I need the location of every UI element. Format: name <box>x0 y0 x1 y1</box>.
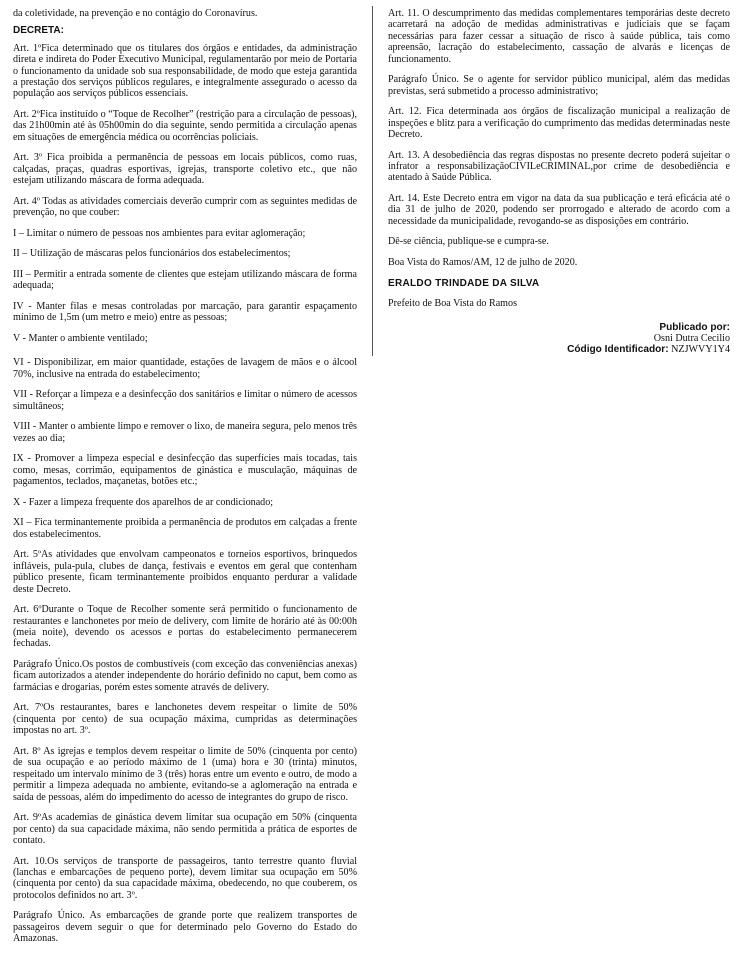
intro-text: da coletividade, na prevenção e no contágio do Coronavírus. <box>13 8 258 19</box>
identifier-code: NZJWVY1Y4 <box>671 343 730 355</box>
item-vi: VI - Disponibilizar, em maior quantidade, estações de lavagem de mãos e o álcool 70%, inclusive na entrada do estabelecimento; <box>13 357 357 380</box>
paragraph-article-11: Parágrafo Único. Se o agente for servidor público municipal, além das medidas previstas, será submetido a processo administrativo; <box>388 74 730 97</box>
item-ix: IX - Promover a limpeza especial e desinfecção das superfícies mais tocadas, tais como, mesas, corrimão, equipamentos de ginástica e musculação, máquinas de pagamentos, teclados, maçanetas, botões etc.; <box>13 453 357 488</box>
right-column <box>388 8 730 355</box>
signer-title: Prefeito de Boa Vista do Ramos <box>388 298 518 310</box>
item-i: I – Limitar o número de pessoas nos ambientes para evitar aglomeração; <box>13 227 306 239</box>
item-ii: II – Utilização de máscaras pelos funcionários dos estabelecimentos; <box>13 248 291 260</box>
place-date: Boa Vista do Ramos/AM, 12 de julho de 2020. <box>388 257 578 269</box>
article-13: Art. 13. A desobediência das regras dispostas no presente decreto poderá sujeitar o infrator a responsabilizaçãoCIVILeCRIMINAL,por crime de desobediência e atentado à Saúde Pública. <box>388 149 730 184</box>
paragraph-article-6: Parágrafo Único.Os postos de combustíveis (com exceção das conveniências anexas) ficam autorizados a atender independente do horário definido no caput, bem como as farmácias e drogarias, porém estes somente através de delivery. <box>13 659 357 693</box>
article-6: Art. 6ºDurante o Toque de Recolher somente será permitido o funcionamento de restaurantes e lanchonetes por meio de delivery, com limite de horário até às 00:00h (meia noite), devendo os acessos e portas do estabelecimento permanecerem fechadas. <box>13 604 357 650</box>
article-3: Art. 3º Fica proibida a permanência de pessoas em locais públicos, como ruas, calçadas, praças, quadras esportivas, igrejas, transporte coletivo etc., que não estejam utilizando máscara de forma adequada. <box>13 152 357 187</box>
article-12: Art. 12. Fica determinada aos órgãos de fiscalização municipal a realização de inspeções e blitz para a verificação do cumprimento das medidas determinadas neste Decreto. <box>388 106 730 141</box>
column-divider <box>372 6 373 356</box>
published-by-label: Publicado por: <box>659 321 730 333</box>
publication-block <box>388 322 730 355</box>
item-iv: IV - Manter filas e mesas controladas por marcação, para garantir espaçamento mínimo de 1,5m (um metro e meio) entre as pessoas; <box>13 301 357 324</box>
article-10: Art. 10.Os serviços de transporte de passageiros, tanto terrestre quanto fluvial (lanchas e embarcações de pequeno porte), devem limitar sua ocupação em 50% (cinquenta por cento) da sua capacidade máxima, obedecendo, no que couberem, os protocolos definidos no art. 3º. <box>13 855 357 901</box>
article-2: Art. 2ºFica instituído o “Toque de Recolher” (restrição para a circulação de pessoas), das 21h00min até às 05h00min do dia seguinte, sendo permitida a circulação apenas em situações de emergência médica ou ocorrências policiais. <box>13 109 357 143</box>
article-11: Art. 11. O descumprimento das medidas complementares temporárias deste decreto acarretará na adoção de medidas administrativas e judiciais que se façam necessárias para fazer cessar a situação de risco à saúde pública, tais como apreensão, lacração do estabelecimento, cassação de alvarás e licenças de funcionamento. <box>388 8 730 65</box>
article-5: Art. 5ºAs atividades que envolvam campeonatos e torneios esportivos, brinquedos infláveis, pula-pula, clubes de dança, festivais e eventos em geral que contenham público presente, ficam terminantemente proibidos enquanto perdurar a validade deste Decreto. <box>13 549 357 595</box>
closing-formula: Dê-se ciência, publique-se e cumpra-se. <box>388 236 549 248</box>
published-by-name: Osni Dutra Cecilio <box>653 332 730 344</box>
item-xi: XI – Fica terminantemente proibida a permanência de produtos em calçadas a frente dos estabelecimentos. <box>13 517 357 540</box>
paragraph-article-10: Parágrafo Único. As embarcações de grande porte que realizem transportes de passageiros devem seguir o que for determinado pelo Governo do Estado do Amazonas. <box>13 910 357 945</box>
item-v: V - Manter o ambiente ventilado; <box>13 333 148 345</box>
article-4: Art. 4º Todas as atividades comerciais deverão cumprir com as seguintes medidas de prevenção, no que couber: <box>13 195 357 219</box>
identifier-label: Código Identificador: <box>567 343 669 355</box>
article-7: Art. 7ºOs restaurantes, bares e lanchonetes devem respeitar o limite de 50% (cinquenta por cento) de sua ocupação máxima, cumpridas as determinações impostas no art. 3º. <box>13 702 357 737</box>
item-viii: VIII - Manter o ambiente limpo e remover o lixo, de maneira segura, pelo menos três vezes ao dia; <box>13 421 357 444</box>
identifier-line <box>388 344 730 355</box>
item-vii: VII - Reforçar a limpeza e a desinfecção dos sanitários e limitar o número de acessos simultâneos; <box>13 389 357 412</box>
left-column <box>13 8 357 954</box>
article-8: Art. 8º As igrejas e templos devem respeitar o limite de 50% (cinquenta por cento) de sua ocupação e ao período máximo de 1 (uma) hora e 30 (trinta) minutos, respeitado um intervalo mínimo de 3 (três) horas entre um evento e outro, de modo a permitir a limpeza adequada no ambiente, evitando-se a aglomeração na entrada e saída de pessoas, além do impedimento do acesso de integrantes do grupo de risco. <box>13 745 357 803</box>
item-x: X - Fazer a limpeza frequente dos aparelhos de ar condicionado; <box>13 496 274 508</box>
item-iii: III – Permitir a entrada somente de clientes que estejam utilizando máscara de forma adequada; <box>13 269 357 292</box>
article-9: Art. 9ºAs academias de ginástica devem limitar sua ocupação em 50% (cinquenta por cento) da sua capacidade máxima, não sendo permitida a prática de esportes de contato. <box>13 812 357 846</box>
signer-name: ERALDO TRINDADE DA SILVA <box>388 277 540 289</box>
decreta-heading: DECRETA: <box>13 25 64 37</box>
article-1: Art. 1ºFica determinado que os titulares dos órgãos e entidades, da administração direta e indireta do Poder Executivo Municipal, regulamentarão por meio de Portaria o funcionamento da unidade sob sua responsabilidade, de modo que esteja garantida a prestação dos serviços públicos regulares, e integralmente assegurado o acesso da população aos serviços públicos essenciais. <box>13 42 357 100</box>
article-14: Art. 14. Este Decreto entra em vigor na data da sua publicação e terá eficácia até o dia 31 de julho de 2020, podendo ser prorrogado e alterado de acordo com a necessidade da municipalidade, revogando-se as disposições em contrário. <box>388 193 730 227</box>
